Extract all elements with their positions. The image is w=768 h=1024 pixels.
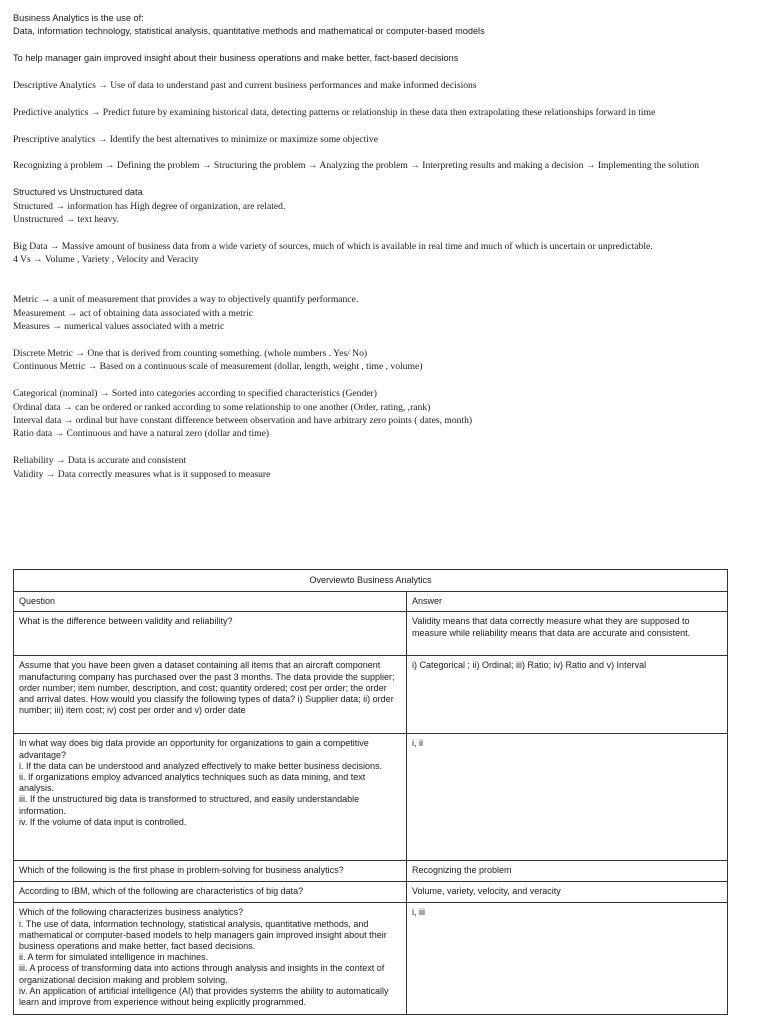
blank-line — [13, 39, 758, 52]
note-line: Metric → a unit of measurement that provides a way to objectively quantify performance. — [13, 294, 359, 306]
note-line: Structured → information has High degree of organization, are related. — [13, 200, 286, 212]
answer-cell — [407, 612, 728, 656]
note-line: To help manager gain improved insight about their business operations and make better, fact-based decisions — [13, 53, 459, 64]
question-text: i. The use of data, information technology, statistical analysis, quantitative methods, and mathematical or computer-based models to help managers gain improved insight about their business operations and make better, fact based decisions. — [19, 918, 387, 952]
answer-text: Recognizing the problem — [412, 865, 512, 876]
question-text: According to IBM, which of the following are characteristics of big data? — [19, 886, 304, 897]
question-text: ii. A term for simulated intelligence in machines. — [19, 952, 209, 963]
table-header-row — [14, 592, 728, 612]
question-text: iii. A process of transforming data into actions through analysis and insights in the context of organizational decision making and problem solving. — [19, 963, 385, 985]
question-cell — [14, 734, 407, 861]
answer-cell — [407, 903, 728, 1015]
note-line: Ordinal data → can be ordered or ranked according to some relationship to one another (Order, rating, ,rank) — [13, 401, 431, 413]
column-header-answer: Answer — [407, 592, 728, 612]
blank-line — [13, 334, 758, 347]
note-line: Data, information technology, statistical analysis, quantitative methods and mathematical or computer-based models — [13, 26, 485, 37]
table-row — [14, 903, 728, 1015]
notes-section — [13, 12, 758, 481]
answer-text: i, iii — [412, 907, 425, 918]
answer-text: i) Categorical ; ii) Ordinal; iii) Ratio; iv) Ratio and v) Interval — [412, 660, 647, 671]
question-text: In what way does big data provide an opportunity for organizations to gain a competitive advantage? — [19, 738, 369, 760]
question-text: i. If the data can be understood and analyzed effectively to make better business decisions. — [19, 760, 383, 771]
question-text: What is the difference between validity and reliability? — [19, 616, 233, 627]
question-text: iii. If the unstructured big data is transformed to structured, and easily understandable information. — [19, 794, 360, 816]
blank-line — [13, 267, 758, 280]
blank-line — [13, 441, 758, 454]
question-text: ii. If organizations employ advanced analytics techniques such as data mining, and text analysis. — [19, 772, 366, 794]
blank-line — [13, 119, 758, 132]
question-cell — [14, 656, 407, 734]
note-line: 4 Vs → Volume , Variety , Velocity and Veracity — [13, 254, 199, 266]
answer-text: i, ii — [412, 738, 423, 749]
blank-line — [13, 146, 758, 159]
note-line: Validity → Data correctly measures what is it supposed to measure — [13, 468, 271, 480]
note-line: Discrete Metric → One that is derived from counting something. (whole numbers . Yes/ No) — [13, 348, 368, 359]
note-line: Prescriptive analytics → Identify the best alternatives to minimize or maximize some objective — [13, 133, 378, 145]
note-line: Measurement → act of obtaining data associated with a metric — [13, 307, 254, 319]
note-line: Categorical (nominal) → Sorted into categories according to specified characteristics (Gender) — [13, 388, 377, 400]
table-title: Overviewto Business Analytics — [14, 570, 728, 592]
note-line: Business Analytics is the use of: — [13, 13, 144, 23]
table-row — [14, 882, 728, 903]
question-cell — [14, 861, 407, 882]
note-line: Continuous Metric → Based on a continuous scale of measurement (dollar, length, weight , time , volume) — [13, 361, 423, 373]
table-row — [14, 734, 728, 861]
blank-line — [13, 226, 758, 239]
note-line: Unstructured → text heavy. — [13, 214, 119, 225]
blank-line — [13, 66, 758, 79]
question-cell — [14, 882, 407, 903]
note-line: Measures → numerical values associated with a metric — [13, 321, 225, 333]
note-line: Ratio data → Continuous and have a natural zero (dollar and time) — [13, 428, 270, 440]
answer-cell — [407, 861, 728, 882]
table-row — [14, 656, 728, 734]
overview-table — [13, 569, 728, 1015]
question-cell — [14, 903, 407, 1015]
table-row — [14, 612, 728, 656]
overview-table-wrapper — [13, 569, 728, 1015]
question-cell — [14, 612, 407, 656]
question-text: Which of the following characterizes business analytics? — [19, 907, 244, 918]
question-text: Assume that you have been given a dataset containing all items that an aircraft component manufacturing company has purchased over the past 3 months. The data provide the supplier; order number; item number, description, and cost; quantity ordered; cost per order; the order and arrival dates. How would you classify the following types of data? i) Supplier data; ii) order number; iii) item cost; iv) cost per order and v) order date — [19, 660, 395, 716]
answer-text: Validity means that data correctly measure what they are supposed to measure while reliability means that data are accurate and consistent. — [412, 616, 691, 638]
question-text: Which of the following is the first phase in problem-solving for business analytics? — [19, 865, 344, 876]
note-line: Predictive analytics → Predict future by examining historical data, detecting patterns or relationship in these data then extrapolating these relationships forward in time — [13, 106, 656, 118]
blank-line — [13, 374, 758, 387]
note-line: Interval data → ordinal but have constant difference between observation and have arbitrary zero points ( dates, month) — [13, 415, 473, 427]
answer-text: Volume, variety, velocity, and veracity — [412, 886, 561, 897]
question-text: iv. An application of artificial intelligence (AI) that provides systems the ability to automatically learn and improve from experience without being explicitly programmed. — [19, 985, 389, 1008]
answer-cell — [407, 656, 728, 734]
question-text: iv. If the volume of data input is controlled. — [19, 816, 187, 827]
note-line: Descriptive Analytics → Use of data to understand past and current business performances and make informed decisions — [13, 80, 477, 91]
answer-cell — [407, 734, 728, 861]
column-header-question: Question — [14, 592, 407, 612]
table-title-row — [14, 570, 728, 592]
note-line: Reliability → Data is accurate and consistent — [13, 455, 187, 467]
answer-cell — [407, 882, 728, 903]
note-line: Structured vs Unstructured data — [13, 187, 143, 198]
note-line: Recognizing a problem → Defining the problem → Structuring the problem → Analyzing the problem → Interpreting results and making a decision → Implementing the solution — [13, 160, 700, 172]
note-line: Big Data → Massive amount of business data from a wide variety of sources, much of which is available in real time and much of which is uncertain or unpredictable. — [13, 240, 653, 252]
blank-line — [13, 280, 758, 293]
blank-line — [13, 92, 758, 105]
table-body — [14, 612, 728, 1015]
table-row — [14, 861, 728, 882]
blank-line — [13, 173, 758, 186]
